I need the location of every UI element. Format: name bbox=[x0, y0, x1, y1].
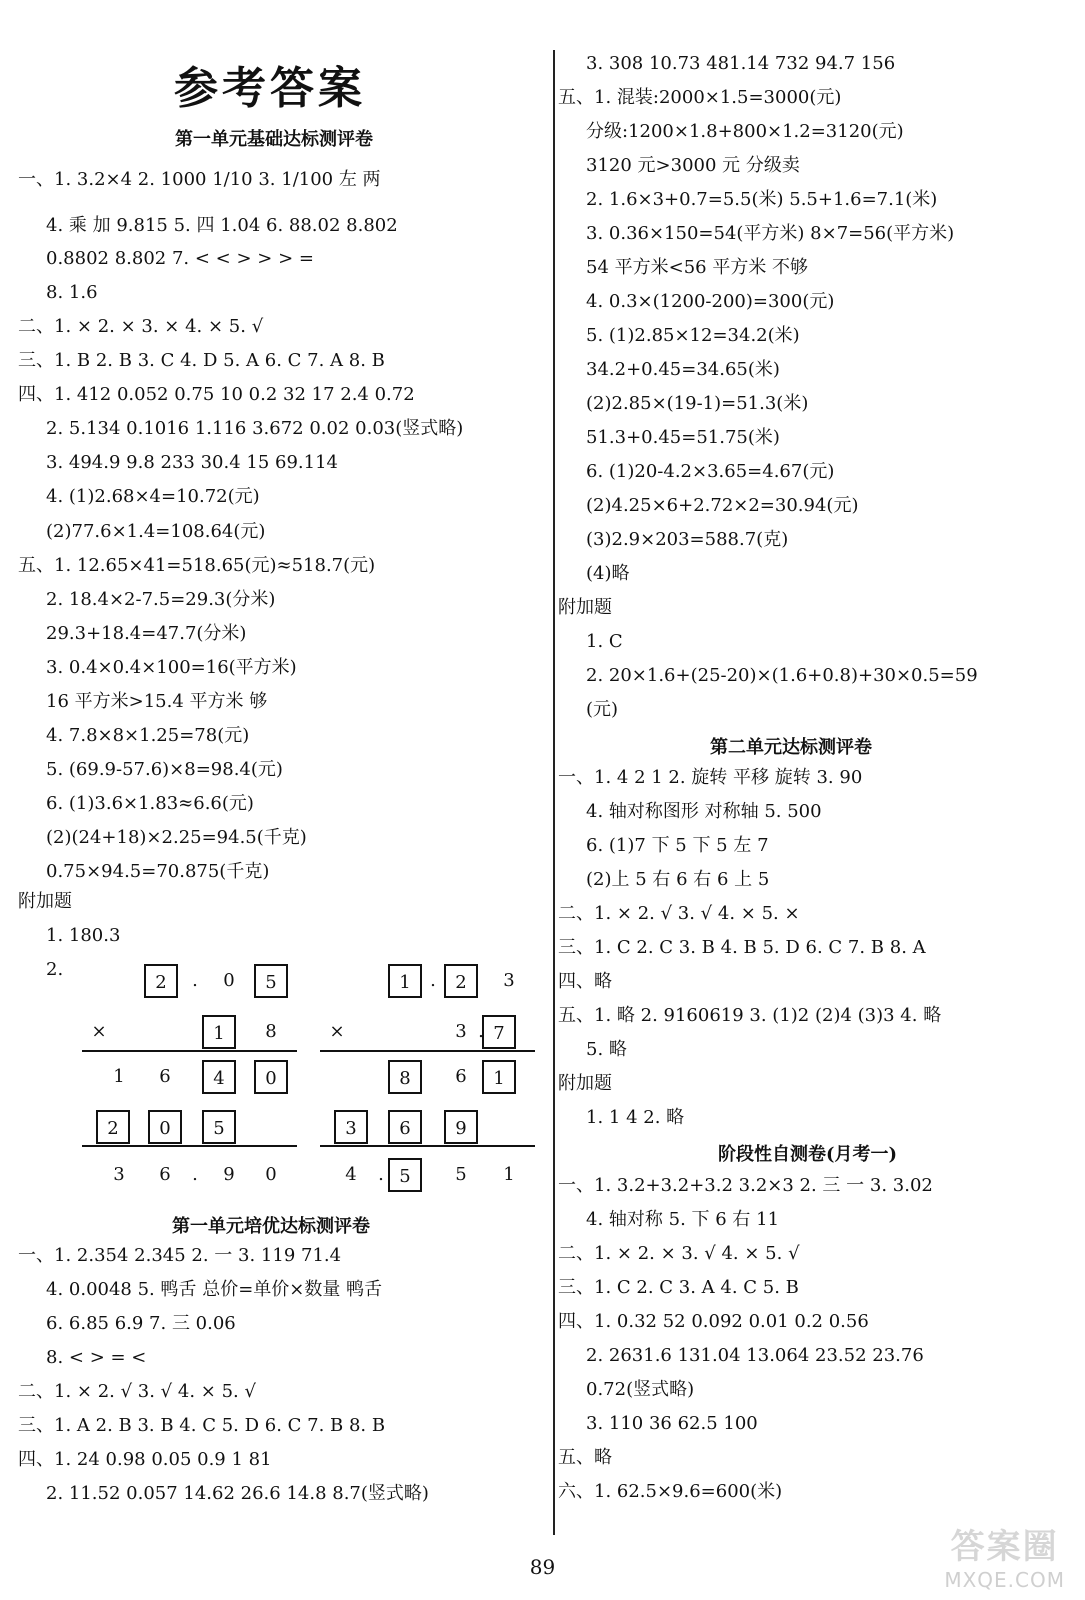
boxed-digit: 5 bbox=[254, 964, 288, 998]
digit: × bbox=[329, 1021, 345, 1042]
answer-line: (2)77.6×1.4=108.64(元) bbox=[46, 521, 266, 542]
answer-line: 0.75×94.5=70.875(千克) bbox=[46, 861, 270, 882]
answer-line: 三、1. A 2. B 3. B 4. C 5. D 6. C 7. B 8. B bbox=[18, 1415, 386, 1436]
answer-line: 1. 1 4 2. 略 bbox=[586, 1107, 685, 1128]
digit: × bbox=[91, 1021, 107, 1042]
answer-line: 4. 轴对称 5. 下 6 右 11 bbox=[586, 1209, 780, 1230]
answer-line: 一、1. 3.2×4 2. 1000 1/10 3. 1/100 左 两 bbox=[18, 169, 381, 190]
answer-line: 附加题 bbox=[558, 597, 612, 618]
answer-line: 3. 110 36 62.5 100 bbox=[586, 1413, 758, 1434]
answer-line: 一、1. 4 2 1 2. 旋转 平移 旋转 3. 90 bbox=[558, 767, 863, 788]
digit: . bbox=[478, 1021, 484, 1042]
answer-line: 2. bbox=[46, 959, 64, 980]
answer-line: 5. 略 bbox=[586, 1039, 627, 1060]
answer-line: 三、1. C 2. C 3. B 4. B 5. D 6. C 7. B 8. A bbox=[558, 937, 926, 958]
answer-line: 附加题 bbox=[558, 1073, 612, 1094]
boxed-digit: 2 bbox=[144, 964, 178, 998]
answer-line: 34.2+0.45=34.65(米) bbox=[586, 359, 780, 380]
answer-line: 四、1. 412 0.052 0.75 10 0.2 32 17 2.4 0.72 bbox=[18, 384, 415, 405]
answer-line: (4)略 bbox=[586, 563, 630, 584]
watermark-logo bbox=[944, 1519, 1065, 1592]
digit: 5 bbox=[455, 1164, 467, 1185]
boxed-digit: 8 bbox=[388, 1060, 422, 1094]
answer-line: 6. (1)3.6×1.83≈6.6(元) bbox=[46, 793, 254, 814]
digit: 8 bbox=[265, 1021, 277, 1042]
answer-line: 三、1. B 2. B 3. C 4. D 5. A 6. C 7. A 8. B bbox=[18, 350, 385, 371]
digit: 0 bbox=[265, 1164, 277, 1185]
answer-line: 4. (1)2.68×4=10.72(元) bbox=[46, 486, 260, 507]
digit: . bbox=[192, 1164, 198, 1185]
section-title: 第二单元达标测评卷 bbox=[710, 737, 872, 758]
answer-line: 6. (1)20-4.2×3.65=4.67(元) bbox=[586, 461, 835, 482]
digit: 0 bbox=[223, 970, 235, 991]
boxed-digit: 3 bbox=[334, 1110, 368, 1144]
answer-line: 0.8802 8.802 7. < < > > > = bbox=[46, 248, 314, 269]
boxed-digit: 4 bbox=[202, 1060, 236, 1094]
answer-line: 4. 乘 加 9.815 5. 四 1.04 6. 88.02 8.802 bbox=[46, 215, 398, 236]
answer-line: 五、1. 略 2. 9160619 3. (1)2 (2)4 (3)3 4. 略 bbox=[558, 1005, 942, 1026]
boxed-digit: 5 bbox=[202, 1110, 236, 1144]
answer-line: 分级:1200×1.8+800×1.2=3120(元) bbox=[586, 121, 904, 142]
answer-line: 二、1. × 2. × 3. × 4. × 5. √ bbox=[18, 316, 264, 337]
answer-line: 3. 494.9 9.8 233 30.4 15 69.114 bbox=[46, 452, 338, 473]
section-title: 阶段性自测卷(月考一) bbox=[718, 1144, 898, 1165]
answer-line: 2. 1.6×3+0.7=5.5(米) 5.5+1.6=7.1(米) bbox=[586, 189, 938, 210]
answer-line: 1. 180.3 bbox=[46, 925, 121, 946]
multiplication-rule bbox=[82, 1145, 297, 1147]
answer-line: 一、1. 3.2+3.2+3.2 3.2×3 2. 三 一 3. 3.02 bbox=[558, 1175, 933, 1196]
digit: 9 bbox=[223, 1164, 235, 1185]
answer-line: 四、略 bbox=[558, 971, 612, 992]
answer-line: 3. 0.4×0.4×100=16(平方米) bbox=[46, 657, 297, 678]
section-title: 第一单元培优达标测评卷 bbox=[172, 1216, 370, 1237]
multiplication-rule bbox=[320, 1145, 535, 1147]
page-title: 参考答案 bbox=[174, 63, 366, 114]
digit: 3 bbox=[113, 1164, 125, 1185]
answer-line: 51.3+0.45=51.75(米) bbox=[586, 427, 780, 448]
answer-line: 8. < > = < bbox=[46, 1347, 147, 1368]
answer-line: 4. 0.3×(1200-200)=300(元) bbox=[586, 291, 835, 312]
answer-line: (2)上 5 右 6 右 6 上 5 bbox=[586, 869, 770, 890]
boxed-digit: 2 bbox=[444, 964, 478, 998]
digit: 3 bbox=[503, 970, 515, 991]
watermark-text: 答案圈 bbox=[950, 1527, 1059, 1567]
answer-line: 附加题 bbox=[18, 891, 72, 912]
digit: 1 bbox=[113, 1066, 125, 1087]
answer-line: 2. 20×1.6+(25-20)×(1.6+0.8)+30×0.5=59 bbox=[586, 665, 978, 686]
answer-line: 16 平方米>15.4 平方米 够 bbox=[46, 691, 268, 712]
boxed-digit: 1 bbox=[202, 1015, 236, 1049]
answer-line: 54 平方米<56 平方米 不够 bbox=[586, 257, 809, 278]
digit: . bbox=[378, 1164, 384, 1185]
answer-line: (2)4.25×6+2.72×2=30.94(元) bbox=[586, 495, 859, 516]
watermark-url: MXQE.COM bbox=[944, 1568, 1065, 1592]
answer-line: (2)(24+18)×2.25=94.5(千克) bbox=[46, 827, 307, 848]
multiplication-diagram-1 bbox=[82, 960, 312, 1210]
answer-line: 0.72(竖式略) bbox=[586, 1379, 695, 1400]
answer-line: 二、1. × 2. √ 3. √ 4. × 5. × bbox=[558, 903, 800, 924]
answer-line: 四、1. 0.32 52 0.092 0.01 0.2 0.56 bbox=[558, 1311, 869, 1332]
answer-line: 5. (1)2.85×12=34.2(米) bbox=[586, 325, 800, 346]
multiplication-diagram-2 bbox=[320, 960, 550, 1210]
boxed-digit: 0 bbox=[254, 1060, 288, 1094]
answer-line: 4. 轴对称图形 对称轴 5. 500 bbox=[586, 801, 822, 822]
boxed-digit: 9 bbox=[444, 1110, 478, 1144]
multiplication-rule bbox=[82, 1050, 297, 1052]
answer-line: 六、1. 62.5×9.6=600(米) bbox=[558, 1481, 783, 1502]
digit: 6 bbox=[455, 1066, 467, 1087]
digit: 4 bbox=[345, 1164, 357, 1185]
answer-line: 2. 5.134 0.1016 1.116 3.672 0.02 0.03(竖式略) bbox=[46, 418, 464, 439]
answer-line: 二、1. × 2. × 3. √ 4. × 5. √ bbox=[558, 1243, 800, 1264]
answer-line: 5. (69.9-57.6)×8=98.4(元) bbox=[46, 759, 283, 780]
answer-line: 4. 7.8×8×1.25=78(元) bbox=[46, 725, 250, 746]
answer-line: 三、1. C 2. C 3. A 4. C 5. B bbox=[558, 1277, 799, 1298]
answer-line: 2. 18.4×2-7.5=29.3(分米) bbox=[46, 589, 276, 610]
boxed-digit: 6 bbox=[388, 1110, 422, 1144]
boxed-digit: 1 bbox=[388, 964, 422, 998]
digit: 6 bbox=[159, 1164, 171, 1185]
boxed-digit: 1 bbox=[482, 1060, 516, 1094]
answer-line: (3)2.9×203=588.7(克) bbox=[586, 529, 789, 550]
answer-line: 3. 308 10.73 481.14 732 94.7 156 bbox=[586, 53, 896, 74]
boxed-digit: 2 bbox=[96, 1110, 130, 1144]
answer-line: 8. 1.6 bbox=[46, 282, 98, 303]
answer-line: 3. 0.36×150=54(平方米) 8×7=56(平方米) bbox=[586, 223, 955, 244]
answer-line: 四、1. 24 0.98 0.05 0.9 1 81 bbox=[18, 1449, 272, 1470]
boxed-digit: 0 bbox=[148, 1110, 182, 1144]
digit: . bbox=[192, 970, 198, 991]
answer-line: 五、1. 混装:2000×1.5=3000(元) bbox=[558, 87, 842, 108]
multiplication-rule bbox=[320, 1050, 535, 1052]
digit: 1 bbox=[503, 1164, 515, 1185]
answer-line: 6. 6.85 6.9 7. 三 0.06 bbox=[46, 1313, 236, 1334]
answer-line: 4. 0.0048 5. 鸭舌 总价=单价×数量 鸭舌 bbox=[46, 1279, 383, 1300]
digit: . bbox=[430, 970, 436, 991]
section-title: 第一单元基础达标测评卷 bbox=[175, 129, 373, 150]
answer-line: 2. 2631.6 131.04 13.064 23.52 23.76 bbox=[586, 1345, 924, 1366]
answer-line: 1. C bbox=[586, 631, 623, 652]
answer-line: 6. (1)7 下 5 下 5 左 7 bbox=[586, 835, 769, 856]
boxed-digit: 7 bbox=[482, 1015, 516, 1049]
answer-line: 3120 元>3000 元 分级卖 bbox=[586, 155, 800, 176]
digit: 3 bbox=[455, 1021, 467, 1042]
page-number: 89 bbox=[529, 1555, 556, 1579]
answer-line: 五、略 bbox=[558, 1447, 612, 1468]
answer-line: 二、1. × 2. √ 3. √ 4. × 5. √ bbox=[18, 1381, 256, 1402]
answer-line: 29.3+18.4=47.7(分米) bbox=[46, 623, 247, 644]
boxed-digit: 5 bbox=[388, 1158, 422, 1192]
answer-line: 2. 11.52 0.057 14.62 26.6 14.8 8.7(竖式略) bbox=[46, 1483, 429, 1504]
answer-line: (元) bbox=[586, 699, 619, 720]
answer-line: 一、1. 2.354 2.345 2. 一 3. 119 71.4 bbox=[18, 1245, 342, 1266]
answer-line: 五、1. 12.65×41=518.65(元)≈518.7(元) bbox=[18, 555, 376, 576]
answer-line: (2)2.85×(19-1)=51.3(米) bbox=[586, 393, 809, 414]
digit: 6 bbox=[159, 1066, 171, 1087]
column-divider bbox=[553, 50, 555, 1535]
